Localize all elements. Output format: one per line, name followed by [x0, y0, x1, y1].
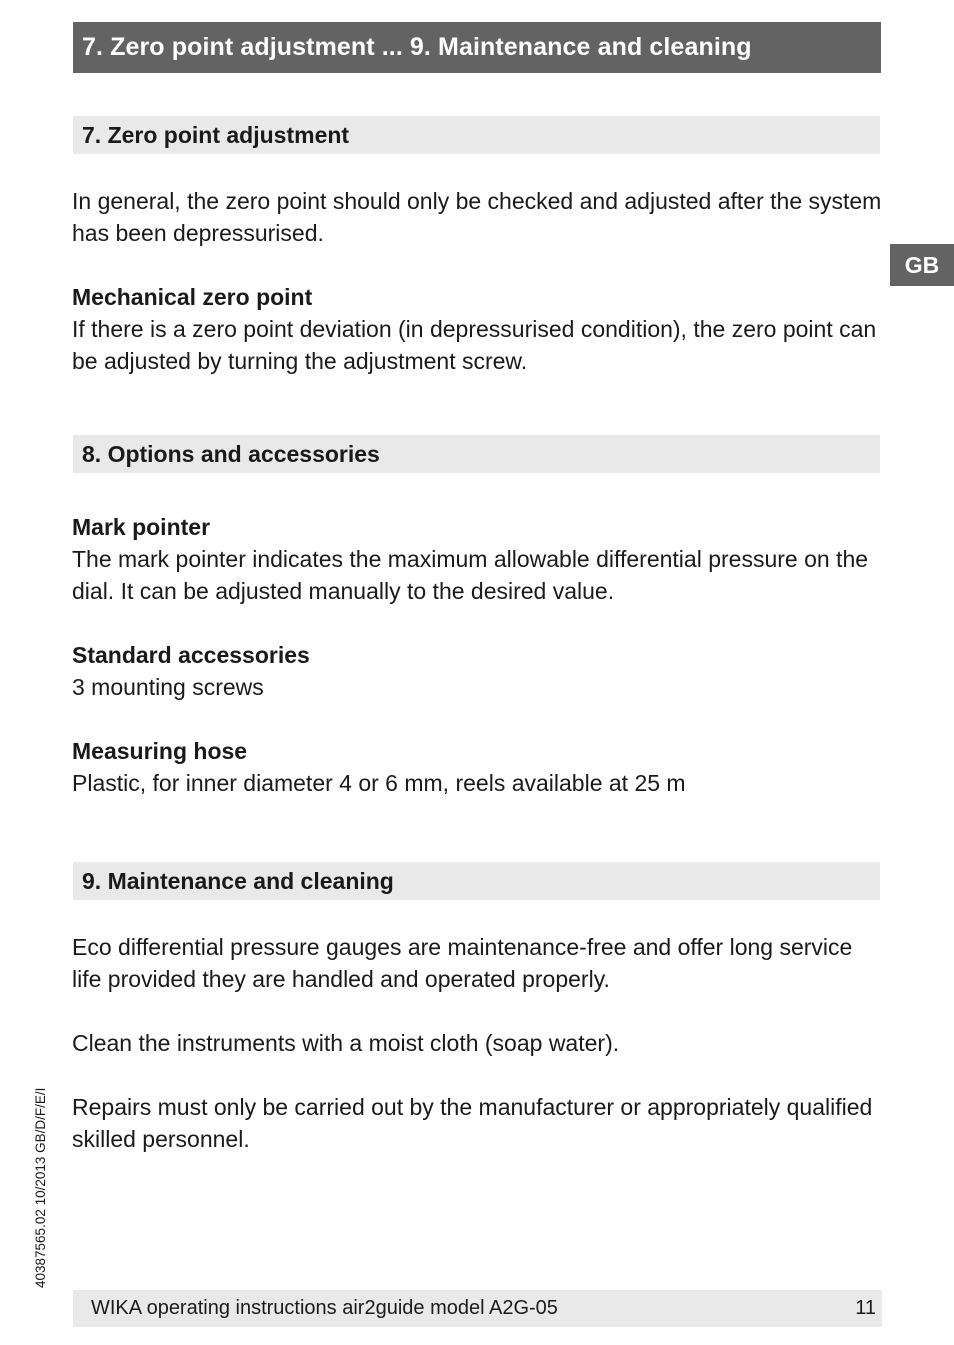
- mark-pointer-heading: Mark pointer: [72, 514, 211, 540]
- measuring-hose-text: Plastic, for inner diameter 4 or 6 mm, reels available at 25 m: [72, 770, 686, 796]
- mark-pointer-text: The mark pointer indicates the maximum allowable differential pressure on the dial. It can be adjusted manually to the desired value.: [72, 546, 869, 604]
- chapter-header-bar: [73, 22, 881, 73]
- section-heading-maintenance: [73, 862, 880, 900]
- mechanical-zero-point-text: If there is a zero point deviation (in depressurised condition), the zero point can be adjusted by turning the adjustment screw.: [72, 316, 877, 374]
- measuring-hose-block: [72, 735, 887, 799]
- zero-point-intro: [72, 185, 887, 249]
- section-heading-zero-point: [73, 116, 880, 154]
- section-heading-options: [73, 435, 880, 473]
- section-title-options: 8. Options and accessories: [82, 440, 380, 467]
- section-title-maintenance: 9. Maintenance and cleaning: [82, 867, 394, 894]
- page-number: 11: [855, 1297, 876, 1319]
- maintenance-para-2: [72, 1027, 887, 1059]
- section-title-zero-point: 7. Zero point adjustment: [82, 121, 350, 148]
- page-footer: [73, 1290, 882, 1327]
- maintenance-para-1: [72, 931, 887, 995]
- standard-accessories-text: 3 mounting screws: [72, 674, 264, 700]
- language-tab-gb: GB: [890, 244, 954, 286]
- mark-pointer-block: [72, 511, 887, 607]
- measuring-hose-heading: Measuring hose: [72, 738, 248, 764]
- document-code-vertical: 40387565.02 10/2013 GB/D/F/E/I: [33, 1087, 48, 1288]
- maintenance-text-2: Clean the instruments with a moist cloth (soap water).: [72, 1030, 620, 1056]
- maintenance-text-1: Eco differential pressure gauges are maintenance-free and offer long service life provided they are handled and operated properly.: [72, 934, 853, 992]
- mechanical-zero-point-heading: Mechanical zero point: [72, 284, 313, 310]
- footer-text: WIKA operating instructions air2guide model A2G-05: [91, 1297, 558, 1319]
- mechanical-zero-point-block: [72, 281, 887, 377]
- standard-accessories-heading: Standard accessories: [72, 642, 310, 668]
- zero-point-intro-text: In general, the zero point should only be checked and adjusted after the system has been depressurised.: [72, 188, 882, 246]
- maintenance-para-3: [72, 1091, 887, 1155]
- standard-accessories-block: [72, 639, 887, 703]
- chapter-header-title: 7. Zero point adjustment ... 9. Maintenance and cleaning: [82, 33, 752, 61]
- maintenance-text-3: Repairs must only be carried out by the manufacturer or appropriately qualified skilled personnel.: [72, 1094, 873, 1152]
